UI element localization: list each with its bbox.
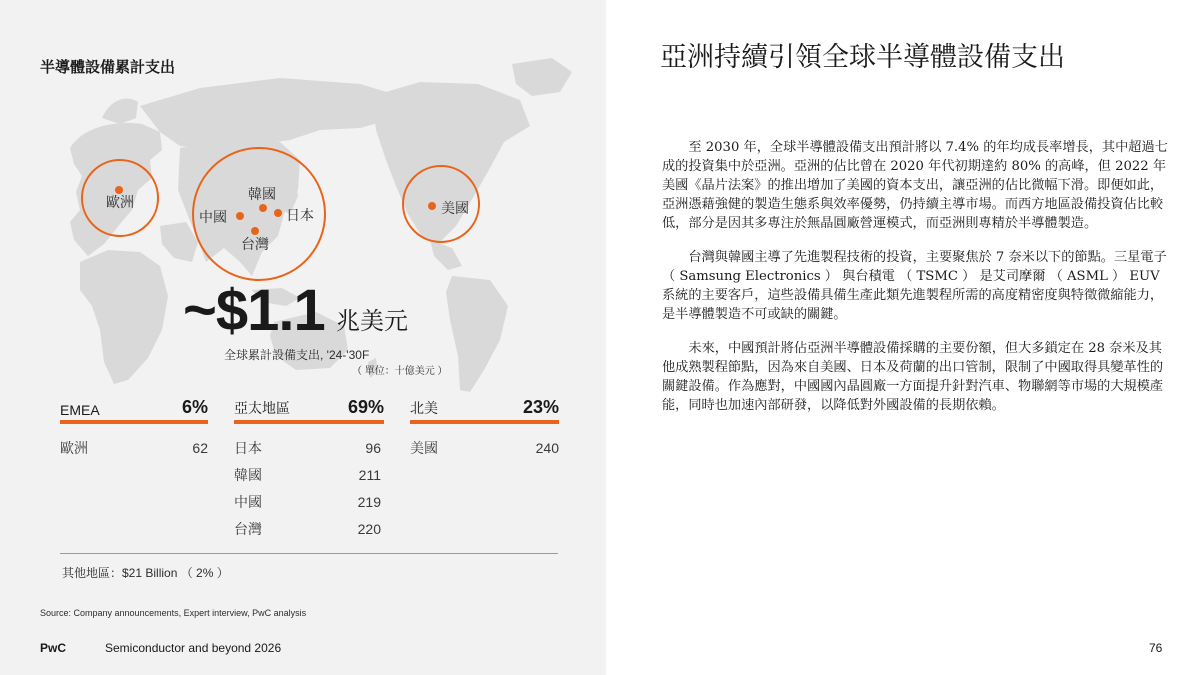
paragraph: 台灣與韓國主導了先進製程技術的投資，主要聚焦於 7 奈米以下的節點。三星電子 （ Samsung Electronics ） 與台積電 （ TSMC ） 是艾司摩爾 （ ASML ） EUV 系統的主要客戶，這些設備具備生產此類先進製程所需的高度精密度與特徵微縮能力，是半導體製造不可或缺的關鍵。: [662, 250, 1167, 322]
page-number: 76: [1149, 641, 1163, 655]
map-label-japan: 日本: [286, 207, 314, 223]
map-label-korea: 韓國: [248, 186, 276, 202]
region-name: 北美: [410, 400, 438, 416]
region-column-apac: [234, 392, 384, 542]
list-item: 歐洲 62: [60, 439, 208, 456]
footer-title: Semiconductor and beyond 2026: [105, 641, 282, 655]
usa-marker: [428, 202, 436, 210]
page-title: 亞洲持續引領全球半導體設備支出: [660, 42, 1065, 73]
left-title: 半導體設備累計支出: [40, 59, 176, 76]
region-bar: [410, 420, 559, 424]
headline-value: ~$1.1: [183, 278, 325, 343]
korea-marker: [259, 204, 267, 212]
headline-unit-note: （ 單位：十億美元 ）: [352, 366, 448, 377]
pwc-logo: PwC: [40, 641, 67, 655]
headline-subtitle: 全球累計設備支出, '24-'30F: [224, 348, 370, 362]
region-pct: 69%: [347, 397, 384, 417]
region-bar: [60, 420, 208, 424]
list-item: 韓國 211: [234, 466, 381, 483]
paragraph: 至 2030 年，全球半導體設備支出預計將以 7.4% 的年均成長率增長，其中超過七成的投資集中於亞洲。亞洲的佔比曾在 2020 年代初期達約 80% 的高峰，但 2022 年美國《晶片法案》的推出增加了美國的資本支出，讓亞洲的佔比微幅下滑。即便如此，亞洲憑藉強健的製造生態系與效率優勢，仍持續主導市場。而西方地區設備投資佔比較低，部分是因其多專注於無晶圓廠營運模式，而亞洲則專精於半導體製造。: [662, 140, 1168, 231]
body-text: [662, 138, 1172, 430]
map-label-china: 中國: [199, 209, 227, 225]
paragraph: 未來，中國預計將佔亞洲半導體設備採購的主要份額，但大多鎖定在 28 奈米及其他成熟製程節點，因為來自美國、日本及荷蘭的出口管制，限制了中國取得具變革性的關鍵設備。作為應對，中國國內晶圓廠一方面提升針對汽車、物聯網等市場的大規模產能，同時也加速內部研發，以降低對外國設備的長期依賴。: [662, 341, 1164, 413]
map-label-europe: 歐洲: [106, 194, 134, 210]
divider: [60, 553, 558, 554]
region-name: EMEA: [60, 402, 100, 418]
region-column-emea: [60, 392, 208, 461]
map-label-usa: 美國: [441, 200, 469, 216]
region-name: 亞太地區: [234, 400, 290, 416]
china-marker: [236, 212, 244, 220]
region-pct: 23%: [522, 397, 559, 417]
headline-unit: 兆美元: [336, 308, 408, 335]
region-bar: [234, 420, 384, 424]
source-note: Source: Company announcements, Expert interview, PwC analysis: [40, 608, 307, 618]
japan-marker: [274, 209, 282, 217]
list-item: 日本 96: [234, 439, 381, 456]
region-pct: 6%: [181, 397, 208, 417]
list-item: 中國 219: [234, 493, 381, 510]
map-label-taiwan: 台灣: [241, 236, 269, 252]
region-column-north-america: [410, 392, 559, 461]
other-regions-note: 其他地區：$21 Billion （ 2% ）: [62, 566, 229, 580]
list-item: 台灣 220: [234, 520, 381, 537]
list-item: 美國 240: [410, 439, 559, 456]
